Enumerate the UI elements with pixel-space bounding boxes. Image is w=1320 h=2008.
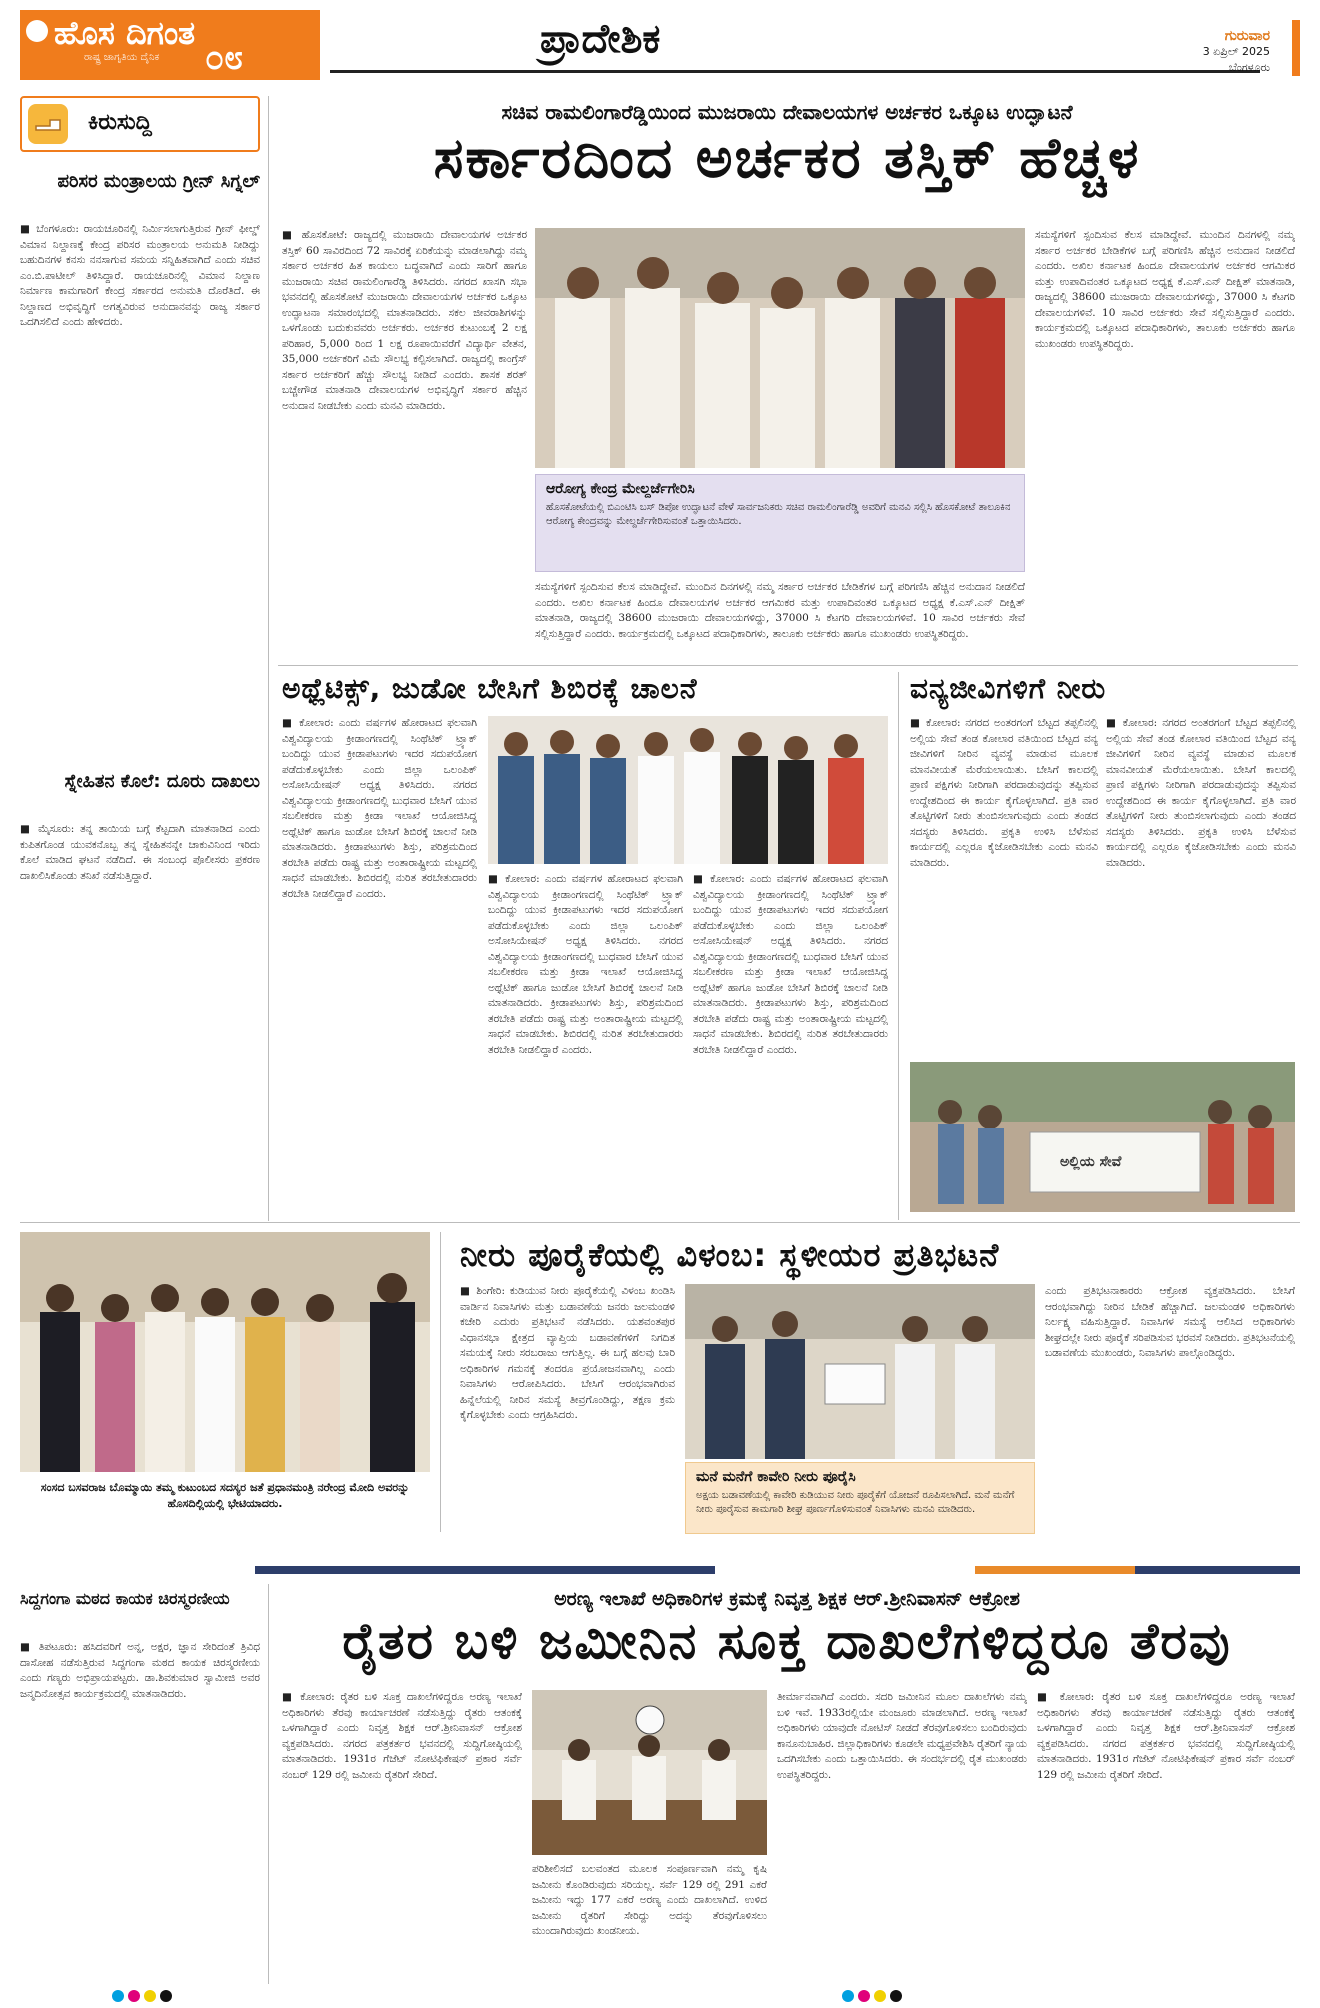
briefs-tag bbox=[20, 96, 260, 152]
column-divider bbox=[268, 1584, 269, 1984]
divider bbox=[278, 665, 1298, 666]
lead-photo bbox=[535, 228, 1025, 468]
divider bbox=[330, 70, 1260, 73]
water-headline: ನೀರು ಪೂರೈಕೆಯಲ್ಲಿ ವಿಳಂಬ: ಸ್ಥಳೀಯರ ಪ್ರತಿಭಟನೆ bbox=[460, 1236, 1000, 1274]
lead-body-right: ಸಮಸ್ಯೆಗಳಿಗೆ ಸ್ಪಂದಿಸುವ ಕೆಲಸ ಮಾಡಿದ್ದೇವೆ. ಮುಂದಿನ ದಿನಗಳಲ್ಲಿ ನಮ್ಮ ಸರ್ಕಾರ ಅರ್ಚಕರ ಬೇಡಿಕೆಗಳ ಬಗ್ಗೆ ಪರಿಗಣಿಸಿ ಹೆಚ್ಚಿನ ಅನುದಾನ ನೀಡಲಿದೆ ಎಂದರು. ಅಖಿಲ ಕರ್ನಾಟಕ ಹಿಂದೂ ದೇವಾಲಯಗಳ ಅರ್ಚಕರ ಆಗಮಿಕರ ಮತ್ತು ಉಪಾದಿವಂತರ ಒಕ್ಕೂಟದ ಅಧ್ಯಕ್ಷ ಕೆ.ಎಸ್.ಎನ್ ದೀಕ್ಷಿತ್ ಮಾತನಾಡಿ, ರಾಜ್ಯದಲ್ಲಿ 38600 ಮುಜರಾಯಿ ದೇವಾಲಯಗಳಿದ್ದು, 37000 ಸಿ ಕೆಟಗರಿ ದೇವಾಲಯಗಳಿವೆ. 10 ಸಾವಿರ ಅರ್ಚಕರು ಸೇವೆ ಸಲ್ಲಿಸುತ್ತಿದ್ದಾರೆ ಎಂದರು. ಕಾರ್ಯಕ್ರಮದಲ್ಲಿ ಒಕ್ಕೂಟದ ಪದಾಧಿಕಾರಿಗಳು, ತಾಲೂಕು ಅರ್ಚಕರು ಹಾಗೂ ಮುಖಂಡರು ಉಪಸ್ಥಿತರಿದ್ದರು. bbox=[1035, 229, 1295, 350]
caption-text: ಅಕ್ಷಯ ಬಡಾವಣೆಯಲ್ಲಿ ಕಾವೇರಿ ಕುಡಿಯುವ ನೀರು ಪೂರೈಕೆಗೆ ಯೋಜನೆ ರೂಪಿಸಲಾಗಿದೆ. ಮನೆ ಮನೆಗೆ ನೀರು ಪೂರೈಸುವ ಕಾಮಗಾರಿ ಶೀಘ್ರ ಪೂರ್ಣಗೊಳಿಸುವಂತೆ ನಿವಾಸಿಗಳು ಮನವಿ ಮಾಡಿದರು. bbox=[696, 1490, 1015, 1515]
caption-title: ಆರೋಗ್ಯ ಕೇಂದ್ರ ಮೇಲ್ದರ್ಜೆಗೇರಿಸಿ bbox=[546, 481, 695, 497]
brief-title-3: ಸಿದ್ದಗಂಗಾ ಮಠದ ಕಾಯಕ ಚಿರಸ್ಮರಣೀಯ bbox=[20, 1589, 230, 1608]
brief-title-1: ಪರಿಸರ ಮಂತ್ರಾಲಯ ಗ್ರೀನ್ ಸಿಗ್ನಲ್ bbox=[57, 171, 260, 192]
brief-body-2: ■ ಮೈಸೂರು: ತನ್ನ ತಾಯಿಯ ಬಗ್ಗೆ ಕೆಟ್ಟದಾಗಿ ಮಾತನಾಡಿದ ಎಂದು ಕುಪಿತಗೊಂಡ ಯುವಕನೊಬ್ಬ ತನ್ನ ಸ್ನೇಹಿತನನ್ನೇ ಚಾಕುವಿನಿಂದ ಇರಿದು ಕೊಲೆ ಮಾಡಿದ ಘಟನೆ ನಡೆದಿದೆ. ಈ ಸಂಬಂಧ ಪೊಲೀಸರು ಪ್ರಕರಣ ದಾಖಲಿಸಿಕೊಂಡು ತನಿಖೆ ನಡೆಸುತ್ತಿದ್ದಾರೆ. bbox=[20, 823, 260, 882]
farmers-body-left: ■ ಕೋಲಾರ: ರೈತರ ಬಳಿ ಸೂಕ್ತ ದಾಖಲೆಗಳಿದ್ದರೂ ಅರಣ್ಯ ಇಲಾಖೆ ಅಧಿಕಾರಿಗಳು ತೆರವು ಕಾರ್ಯಾಚರಣೆ ನಡೆಸುತ್ತಿದ್ದು ರೈತರು ಆತಂಕಕ್ಕೆ ಒಳಗಾಗಿದ್ದಾರೆ ಎಂದು ನಿವೃತ್ತ ಶಿಕ್ಷಕ ಆರ್.ಶ್ರೀನಿವಾಸನ್ ಆಕ್ರೋಶ ವ್ಯಕ್ತಪಡಿಸಿದರು. ನಗರದ ಪತ್ರಕರ್ತರ ಭವನದಲ್ಲಿ ಸುದ್ದಿಗೋಷ್ಠಿಯಲ್ಲಿ ಮಾತನಾಡಿದರು. 1931ರ ಗೆಜೆಟ್ ನೋಟಿಫಿಕೇಷನ್ ಪ್ರಕಾರ ಸರ್ವೆ ನಂಬರ್ 129 ರಲ್ಲಿ ಜಮೀನು ರೈತರಿಗೆ ಸೇರಿದೆ. bbox=[282, 1691, 522, 1781]
pm-meeting-caption: ಸಂಸದ ಬಸವರಾಜ ಬೊಮ್ಮಾಯಿ ತಮ್ಮ ಕುಟುಂಬದ ಸದಸ್ಯರ ಜತೆ ಪ್ರಧಾನಮಂತ್ರಿ ನರೇಂದ್ರ ಮೋದಿ ಅವರನ್ನು ಹೊಸದಿಲ್ಲಿಯಲ್ಲಿ ಭೇಟಿಯಾದರು. bbox=[40, 1481, 410, 1510]
registration-mark bbox=[160, 1990, 172, 2002]
page-number: ೦೮ bbox=[205, 38, 244, 78]
city-label: ಬೆಂಗಳೂರು bbox=[1228, 61, 1270, 74]
water-body-right: ಎಂದು ಪ್ರತಿಭಟನಾಕಾರರು ಆಕ್ರೋಶ ವ್ಯಕ್ತಪಡಿಸಿದರು. ಬೇಸಿಗೆ ಆರಂಭವಾಗಿದ್ದು ನೀರಿನ ಬೇಡಿಕೆ ಹೆಚ್ಚಾಗಿದೆ. ಜಲಮಂಡಳಿ ಅಧಿಕಾರಿಗಳು ನಿರ್ಲಕ್ಷ್ಯ ವಹಿಸುತ್ತಿದ್ದಾರೆ. ನಿವಾಸಿಗಳ ಸಮಸ್ಯೆ ಆಲಿಸಿದ ಅಧಿಕಾರಿಗಳು ಶೀಘ್ರದಲ್ಲೇ ನೀರು ಪೂರೈಕೆ ಸರಿಪಡಿಸುವ ಭರವಸೆ ನೀಡಿದರು. ಪ್ರತಿಭಟನೆಯಲ್ಲಿ ಬಡಾವಣೆಯ ಮುಖಂಡರು, ನಿವಾಸಿಗಳು ಪಾಲ್ಗೊಂಡಿದ್ದರು. bbox=[1045, 1285, 1295, 1359]
briefs-label: ಕಿರುಸುದ್ದಿ bbox=[88, 110, 152, 135]
emblem-icon bbox=[26, 20, 48, 42]
separator-bar bbox=[715, 1566, 975, 1574]
lead-caption-box bbox=[535, 474, 1025, 572]
column-divider bbox=[268, 96, 269, 1221]
athletics-photo bbox=[488, 716, 888, 864]
lead-body-left: ■ ಹೊಸಕೋಟೆ: ರಾಜ್ಯದಲ್ಲಿ ಮುಜರಾಯಿ ದೇವಾಲಯಗಳ ಅರ್ಚಕರ ತಸ್ತಿಕ್ 60 ಸಾವಿರದಿಂದ 72 ಸಾವಿರಕ್ಕೆ ಏರಿಕೆಯನ್ನು ಮಾಡಲಾಗಿದ್ದು ನಮ್ಮ ಸರ್ಕಾರ ಅರ್ಚಕರ ಹಿತ ಕಾಯಲು ಬದ್ಧವಾಗಿದೆ ಎಂದು ಸಾರಿಗೆ ಹಾಗೂ ಮುಜರಾಯಿ ಸಚಿವ ರಾಮಲಿಂಗಾರೆಡ್ಡಿ ತಿಳಿಸಿದರು. ನಗರದ ಖಾಸಗಿ ಸಭಾ ಭವನದಲ್ಲಿ ಹೊಸಕೋಟೆ ಮುಜರಾಯಿ ದೇವಾಲಯಗಳ ಅರ್ಚಕರ ಒಕ್ಕೂಟ ಉದ್ಘಾಟನಾ ಸಮಾರಂಭದಲ್ಲಿ ಮಾತನಾಡಿದರು. ಸಕಲ ಜೀವರಾಶಿಗಳನ್ನು ಒಳಗೊಂಡು ಬದುಕುವವರು ಅರ್ಚಕರು. ಅರ್ಚಕರ ಕುಟುಂಬಕ್ಕೆ 2 ಲಕ್ಷ ಪರಿಹಾರ, 5,000 ರಿಂದ 1 ಲಕ್ಷ ರೂಪಾಯಿವರೆಗೆ ವಿದ್ಯಾರ್ಥಿ ವೇತನ, 35,000 ಅರ್ಚಕರಿಗೆ ವಿಮೆ ಸೌಲಭ್ಯ ಕಲ್ಪಿಸಲಾಗಿದೆ. ರಾಜ್ಯದಲ್ಲಿ ಕಾಂಗ್ರೆಸ್ ಸರ್ಕಾರ ಅರ್ಚಕರಿಗೆ ಹೆಚ್ಚು ಸೌಲಭ್ಯ ನೀಡಿದೆ ಎಂದರು. ಶಾಸಕ ಶರತ್ ಬಚ್ಚೇಗೌಡ ಮಾತನಾಡಿ ದೇವಾಲಯಗಳ ಅಭಿವೃದ್ಧಿಗೆ ಸರ್ಕಾರ ಹೆಚ್ಚಿನ ಅನುದಾನ ನೀಡಬೇಕು ಎಂದು ಮನವಿ ಮಾಡಿದರು. bbox=[282, 229, 527, 412]
paper-tagline: ರಾಷ್ಟ್ರ ಜಾಗೃತಿಯ ದೈನಿಕ bbox=[84, 52, 160, 63]
registration-mark bbox=[890, 1990, 902, 2002]
separator-bar bbox=[1135, 1566, 1300, 1574]
registration-mark bbox=[144, 1990, 156, 2002]
athletics-body-right: ■ ಕೋಲಾರ: ಎಂದು ವರ್ಷಗಳ ಹೋರಾಟದ ಫಲವಾಗಿ ವಿಶ್ವವಿದ್ಯಾಲಯ ಕ್ರೀಡಾಂಗಣದಲ್ಲಿ ಸಿಂಥೆಟಿಕ್ ಟ್ರ್ಯಾಕ್ ಬಂದಿದ್ದು ಯುವ ಕ್ರೀಡಾಪಟುಗಳು ಇದರ ಸದುಪಯೋಗ ಪಡೆದುಕೊಳ್ಳಬೇಕು ಎಂದು ಜಿಲ್ಲಾ ಒಲಂಪಿಕ್ ಅಸೋಸಿಯೇಷನ್ ಅಧ್ಯಕ್ಷ ತಿಳಿಸಿದರು. ನಗರದ ವಿಶ್ವವಿದ್ಯಾಲಯ ಕ್ರೀಡಾಂಗಣದಲ್ಲಿ ಬುಧವಾರ ಬೇಸಿಗೆ ಯುವ ಸಬಲೀಕರಣ ಮತ್ತು ಕ್ರೀಡಾ ಇಲಾಖೆ ಆಯೋಜಿಸಿದ್ದ ಅಥ್ಲೆಟಿಕ್ ಹಾಗೂ ಜುಡೋ ಬೇಸಿಗೆ ಶಿಬಿರಕ್ಕೆ ಚಾಲನೆ ನೀಡಿ ಮಾತನಾಡಿದರು. ಕ್ರೀಡಾಪಟುಗಳು ಶಿಸ್ತು, ಪರಿಶ್ರಮದಿಂದ ತರಬೇತಿ ಪಡೆದು ರಾಷ್ಟ್ರ ಮತ್ತು ಅಂತಾರಾಷ್ಟ್ರೀಯ ಮಟ್ಟದಲ್ಲಿ ಸಾಧನೆ ಮಾಡಬೇಕು. ಶಿಬಿರದಲ್ಲಿ ನುರಿತ ತರಬೇತುದಾರರು ತರಬೇತಿ ನೀಡಲಿದ್ದಾರೆ ಎಂದರು. bbox=[693, 873, 888, 1056]
farmers-kicker: ಅರಣ್ಯ ಇಲಾಖೆ ಅಧಿಕಾರಿಗಳ ಕ್ರಮಕ್ಕೆ ನಿವೃತ್ತ ಶಿಕ್ಷಕ ಆರ್.ಶ್ರೀನಿವಾಸನ್ ಆಕ್ರೋಶ bbox=[554, 1588, 1020, 1610]
wildlife-banner: ಅಲ್ಲಿಯ ಸೇವೆ bbox=[1060, 1154, 1122, 1170]
farmers-headline: ರೈತರ ಬಳಿ ಜಮೀನಿನ ಸೂಕ್ತ ದಾಖಲೆಗಳಿದ್ದರೂ ತೆರವು bbox=[342, 1612, 1232, 1670]
separator-bar bbox=[975, 1566, 1135, 1574]
lead-headline: ಸರ್ಕಾರದಿಂದ ಅರ್ಚಕರ ತಸ್ತಿಕ್ ಹೆಚ್ಚಳ bbox=[433, 126, 1141, 191]
pm-meeting-photo bbox=[20, 1232, 430, 1472]
wildlife-body-right: ■ ಕೋಲಾರ: ನಗರದ ಅಂತರಗಂಗೆ ಬೆಟ್ಟದ ತಪ್ಪಲಿನಲ್ಲಿ ಅಲ್ಲಿಯ ಸೇವೆ ತಂಡ ಕೋಲಾರ ವತಿಯಿಂದ ಬೆಟ್ಟದ ವನ್ಯ ಜೀವಿಗಳಿಗೆ ನೀರಿನ ವ್ಯವಸ್ಥೆ ಮಾಡುವ ಮೂಲಕ ಮಾನವೀಯತೆ ಮೆರೆಯಲಾಯಿತು. ಬೇಸಿಗೆ ಕಾಲದಲ್ಲಿ ಪ್ರಾಣಿ ಪಕ್ಷಿಗಳು ನೀರಿಗಾಗಿ ಪರದಾಡುವುದನ್ನು ತಪ್ಪಿಸುವ ಉದ್ದೇಶದಿಂದ ಈ ಕಾರ್ಯ ಕೈಗೊಳ್ಳಲಾಗಿದೆ. ಪ್ರತಿ ವಾರ ತೊಟ್ಟಿಗಳಿಗೆ ನೀರು ತುಂಬಿಸಲಾಗುವುದು ಎಂದು ತಂಡದ ಸದಸ್ಯರು ತಿಳಿಸಿದರು. ಪ್ರಕೃತಿ ಉಳಿಸಿ ಬೆಳೆಸುವ ಕಾರ್ಯದಲ್ಲಿ ಎಲ್ಲರೂ ಕೈಜೋಡಿಸಬೇಕು ಎಂದು ಮನವಿ ಮಾಡಿದರು. bbox=[1106, 717, 1296, 869]
farmers-body-right: ತೀರ್ಮಾನವಾಗಿದೆ ಎಂದರು. ಸದರಿ ಜಮೀನಿನ ಮೂಲ ದಾಖಲೆಗಳು ನಮ್ಮ ಬಳಿ ಇವೆ. 1933ರಲ್ಲಿಯೇ ಮಂಜೂರು ಮಾಡಲಾಗಿದೆ. ಅರಣ್ಯ ಇಲಾಖೆ ಅಧಿಕಾರಿಗಳು ಯಾವುದೇ ನೋಟಿಸ್ ನೀಡದೆ ತೆರವುಗೊಳಿಸಲು ಬಂದಿರುವುದು ಕಾನೂನುಬಾಹಿರ. ಜಿಲ್ಲಾಧಿಕಾರಿಗಳು ಕೂಡಲೇ ಮಧ್ಯಪ್ರವೇಶಿಸಿ ರೈತರಿಗೆ ನ್ಯಾಯ ಒದಗಿಸಬೇಕು ಎಂದು ಒತ್ತಾಯಿಸಿದರು. ಈ ಸಂದರ್ಭದಲ್ಲಿ ರೈತ ಮುಖಂಡರು ಉಪಸ್ಥಿತರಿದ್ದರು. bbox=[777, 1691, 1027, 1781]
registration-mark bbox=[128, 1990, 140, 2002]
brief-body-1: ■ ಬೆಂಗಳೂರು: ರಾಯಚೂರಿನಲ್ಲಿ ನಿರ್ಮಿಸಲಾಗುತ್ತಿರುವ ಗ್ರೀನ್ ಫೀಲ್ಡ್ ವಿಮಾನ ನಿಲ್ದಾಣಕ್ಕೆ ಕೇಂದ್ರ ಪರಿಸರ ಮಂತ್ರಾಲಯ ಅನುಮತಿ ನೀಡಿದ್ದು ಬಹುದಿನಗಳ ಕನಸು ನನಸಾಗುವ ಸಮಯ ಸನ್ನಿಹಿತವಾಗಿದೆ ಎಂದು ಸಚಿವ ಎಂ.ಬಿ.ಪಾಟೀಲ್ ತಿಳಿಸಿದ್ದಾರೆ. ರಾಯಚೂರಿನಲ್ಲಿ ವಿಮಾನ ನಿಲ್ದಾಣ ನಿರ್ಮಾಣ ಕಾಮಗಾರಿಗೆ ಕೇಂದ್ರ ಸರ್ಕಾರದ ಅನುಮತಿ ದೊರೆತಿದೆ. ಈ ನಿಲ್ದಾಣದ ಅಭಿವೃದ್ಧಿಗೆ ಅಗತ್ಯವಿರುವ ಅನುದಾನವನ್ನು ರಾಜ್ಯ ಸರ್ಕಾರ ಒದಗಿಸಲಿದೆ ಎಂದು ಹೇಳಿದರು. bbox=[20, 223, 260, 328]
water-body-left: ■ ಶಿಂಗೇರಿ: ಕುಡಿಯುವ ನೀರು ಪೂರೈಕೆಯಲ್ಲಿ ವಿಳಂಬ ಖಂಡಿಸಿ ವಾರ್ಡಿನ ನಿವಾಸಿಗಳು ಮತ್ತು ಬಡಾವಣೆಯ ಜನರು ಜಲಮಂಡಳಿ ಕಚೇರಿ ಎದುರು ಪ್ರತಿಭಟನೆ ನಡೆಸಿದರು. ಯಶವಂತಪುರ ವಿಧಾನಸಭಾ ಕ್ಷೇತ್ರದ ವ್ಯಾಪ್ತಿಯ ಬಡಾವಣೆಗಳಿಗೆ ನಿಗದಿತ ಸಮಯಕ್ಕೆ ನೀರು ಸರಬರಾಜು ಆಗುತ್ತಿಲ್ಲ. ಈ ಬಗ್ಗೆ ಹಲವು ಬಾರಿ ಅಧಿಕಾರಿಗಳ ಗಮನಕ್ಕೆ ತಂದರೂ ಪ್ರಯೋಜನವಾಗಿಲ್ಲ ಎಂದು ನಿವಾಸಿಗಳು ಆರೋಪಿಸಿದರು. ಬೇಸಿಗೆ ಆರಂಭವಾಗಿರುವ ಹಿನ್ನೆಲೆಯಲ್ಲಿ ನೀರಿನ ಸಮಸ್ಯೆ ತೀವ್ರಗೊಂಡಿದ್ದು, ತಕ್ಷಣ ಕ್ರಮ ಕೈಗೊಳ್ಳಬೇಕು ಎಂದು ಆಗ್ರಹಿಸಿದರು. bbox=[460, 1285, 675, 1421]
pointing-hand-icon bbox=[28, 104, 68, 144]
wildlife-headline: ವನ್ಯಜೀವಿಗಳಿಗೆ ನೀರು bbox=[910, 672, 1107, 705]
lead-kicker: ಸಚಿವ ರಾಮಲಿಂಗಾರೆಡ್ಡಿಯಿಂದ ಮುಜರಾಯಿ ದೇವಾಲಯಗಳ ಅರ್ಚಕರ ಒಕ್ಕೂಟ ಉದ್ಘಾಟನೆ bbox=[501, 100, 1073, 124]
registration-mark bbox=[842, 1990, 854, 2002]
date-label: 3 ಏಪ್ರಿಲ್ 2025 bbox=[1202, 45, 1270, 58]
separator-bar bbox=[255, 1566, 715, 1574]
registration-mark bbox=[858, 1990, 870, 2002]
water-caption-box bbox=[685, 1462, 1035, 1534]
farmers-body-far-right: ■ ಕೋಲಾರ: ರೈತರ ಬಳಿ ಸೂಕ್ತ ದಾಖಲೆಗಳಿದ್ದರೂ ಅರಣ್ಯ ಇಲಾಖೆ ಅಧಿಕಾರಿಗಳು ತೆರವು ಕಾರ್ಯಾಚರಣೆ ನಡೆಸುತ್ತಿದ್ದು ರೈತರು ಆತಂಕಕ್ಕೆ ಒಳಗಾಗಿದ್ದಾರೆ ಎಂದು ನಿವೃತ್ತ ಶಿಕ್ಷಕ ಆರ್.ಶ್ರೀನಿವಾಸನ್ ಆಕ್ರೋಶ ವ್ಯಕ್ತಪಡಿಸಿದರು. ನಗರದ ಪತ್ರಕರ್ತರ ಭವನದಲ್ಲಿ ಸುದ್ದಿಗೋಷ್ಠಿಯಲ್ಲಿ ಮಾತನಾಡಿದರು. 1931ರ ಗೆಜೆಟ್ ನೋಟಿಫಿಕೇಷನ್ ಪ್ರಕಾರ ಸರ್ವೆ ನಂಬರ್ 129 ರಲ್ಲಿ ಜಮೀನು ರೈತರಿಗೆ ಸೇರಿದೆ. bbox=[1037, 1691, 1295, 1781]
lead-body-continued: ಸಮಸ್ಯೆಗಳಿಗೆ ಸ್ಪಂದಿಸುವ ಕೆಲಸ ಮಾಡಿದ್ದೇವೆ. ಮುಂದಿನ ದಿನಗಳಲ್ಲಿ ನಮ್ಮ ಸರ್ಕಾರ ಅರ್ಚಕರ ಬೇಡಿಕೆಗಳ ಬಗ್ಗೆ ಪರಿಗಣಿಸಿ ಹೆಚ್ಚಿನ ಅನುದಾನ ನೀಡಲಿದೆ ಎಂದರು. ಅಖಿಲ ಕರ್ನಾಟಕ ಹಿಂದೂ ದೇವಾಲಯಗಳ ಅರ್ಚಕರ ಆಗಮಿಕರ ಮತ್ತು ಉಪಾದಿವಂತರ ಒಕ್ಕೂಟದ ಅಧ್ಯಕ್ಷ ಕೆ.ಎಸ್.ಎನ್ ದೀಕ್ಷಿತ್ ಮಾತನಾಡಿ, ರಾಜ್ಯದಲ್ಲಿ 38600 ಮುಜರಾಯಿ ದೇವಾಲಯಗಳಿದ್ದು, 37000 ಸಿ ಕೆಟಗರಿ ದೇವಾಲಯಗಳಿವೆ. 10 ಸಾವಿರ ಅರ್ಚಕರು ಸೇವೆ ಸಲ್ಲಿಸುತ್ತಿದ್ದಾರೆ ಎಂದರು. ಕಾರ್ಯಕ್ರಮದಲ್ಲಿ ಒಕ್ಕೂಟದ ಪದಾಧಿಕಾರಿಗಳು, ತಾಲೂಕು ಅರ್ಚಕರು ಹಾಗೂ ಮುಖಂಡರು ಉಪಸ್ಥಿತರಿದ್ದರು. bbox=[535, 581, 1025, 640]
masthead bbox=[20, 10, 1300, 82]
wildlife-photo bbox=[910, 1062, 1295, 1212]
athletics-headline: ಅಥ್ಲೆಟಿಕ್ಸ್, ಜುಡೋ ಬೇಸಿಗೆ ಶಿಬಿರಕ್ಕೆ ಚಾಲನೆ bbox=[282, 672, 698, 705]
brief-body-3: ■ ತಿಪಟೂರು: ಹಸಿದವರಿಗೆ ಅನ್ನ, ಅಕ್ಷರ, ಜ್ಞಾನ ಸೇರಿದಂತೆ ತ್ರಿವಿಧ ದಾಸೋಹ ನಡೆಸುತ್ತಿರುವ ಸಿದ್ದಗಂಗಾ ಮಠದ ಕಾಯಕ ಚಿರಸ್ಮರಣೀಯ ಎಂದು ಗಣ್ಯರು ಅಭಿಪ್ರಾಯಪಟ್ಟರು. ಡಾ.ಶಿವಕುಮಾರ ಸ್ವಾಮೀಜಿ ಅವರ ಜನ್ಮದಿನೋತ್ಸವ ಕಾರ್ಯಕ್ರಮದಲ್ಲಿ ಮಾತನಾಡಿದರು. bbox=[20, 1641, 260, 1700]
caption-text: ಹೊಸಕೋಟೆಯಲ್ಲಿ ಬಿಎಂಟಿಸಿ ಬಸ್ ಡಿಪೋ ಉದ್ಘಾಟನೆ ವೇಳೆ ಸಾರ್ವಜನಿಕರು ಸಚಿವ ರಾಮಲಿಂಗಾರೆಡ್ಡಿ ಅವರಿಗೆ ಮನವಿ ಸಲ್ಲಿಸಿ ಹೊಸಕೋಟೆ ತಾಲೂಕಿನ ಆರೋಗ್ಯ ಕೇಂದ್ರವನ್ನು ಮೇಲ್ದರ್ಜೆಗೇರಿಸುವಂತೆ ಒತ್ತಾಯಿಸಿದರು. bbox=[546, 502, 1011, 527]
section-title: ಪ್ರಾದೇಶಿಕ bbox=[540, 16, 661, 62]
paper-logo[interactable] bbox=[20, 10, 320, 80]
column-divider bbox=[440, 1232, 441, 1532]
farmers-photo bbox=[532, 1690, 767, 1855]
farmers-body-mid: ಪರಿಶೀಲಿಸದೆ ಬಲವಂತದ ಮೂಲಕ ಸಂಪೂರ್ಣವಾಗಿ ನಮ್ಮ ಕೃಷಿ ಜಮೀನು ಕೊಂಡಿರುವುದು ಸರಿಯಲ್ಲ. ಸರ್ವೆ 129 ರಲ್ಲಿ 291 ಎಕರೆ ಜಮೀನು ಇದ್ದು 177 ಎಕರೆ ಅರಣ್ಯ ಎಂದು ದಾಖಲಾಗಿದೆ. ಉಳಿದ ಜಮೀನು ರೈತರಿಗೆ ಸೇರಿದ್ದು ಅದನ್ನು ತೆರವುಗೊಳಿಸಲು ಮುಂದಾಗಿರುವುದು ಖಂಡನೀಯ. bbox=[532, 1863, 767, 1937]
registration-mark bbox=[112, 1990, 124, 2002]
athletics-body-mid: ■ ಕೋಲಾರ: ಎಂದು ವರ್ಷಗಳ ಹೋರಾಟದ ಫಲವಾಗಿ ವಿಶ್ವವಿದ್ಯಾಲಯ ಕ್ರೀಡಾಂಗಣದಲ್ಲಿ ಸಿಂಥೆಟಿಕ್ ಟ್ರ್ಯಾಕ್ ಬಂದಿದ್ದು ಯುವ ಕ್ರೀಡಾಪಟುಗಳು ಇದರ ಸದುಪಯೋಗ ಪಡೆದುಕೊಳ್ಳಬೇಕು ಎಂದು ಜಿಲ್ಲಾ ಒಲಂಪಿಕ್ ಅಸೋಸಿಯೇಷನ್ ಅಧ್ಯಕ್ಷ ತಿಳಿಸಿದರು. ನಗರದ ವಿಶ್ವವಿದ್ಯಾಲಯ ಕ್ರೀಡಾಂಗಣದಲ್ಲಿ ಬುಧವಾರ ಬೇಸಿಗೆ ಯುವ ಸಬಲೀಕರಣ ಮತ್ತು ಕ್ರೀಡಾ ಇಲಾಖೆ ಆಯೋಜಿಸಿದ್ದ ಅಥ್ಲೆಟಿಕ್ ಹಾಗೂ ಜುಡೋ ಬೇಸಿಗೆ ಶಿಬಿರಕ್ಕೆ ಚಾಲನೆ ನೀಡಿ ಮಾತನಾಡಿದರು. ಕ್ರೀಡಾಪಟುಗಳು ಶಿಸ್ತು, ಪರಿಶ್ರಮದಿಂದ ತರಬೇತಿ ಪಡೆದು ರಾಷ್ಟ್ರ ಮತ್ತು ಅಂತಾರಾಷ್ಟ್ರೀಯ ಮಟ್ಟದಲ್ಲಿ ಸಾಧನೆ ಮಾಡಬೇಕು. ಶಿಬಿರದಲ್ಲಿ ನುರಿತ ತರಬೇತುದಾರರು ತರಬೇತಿ ನೀಡಲಿದ್ದಾರೆ ಎಂದರು. bbox=[488, 873, 683, 1056]
registration-mark bbox=[874, 1990, 886, 2002]
divider bbox=[20, 1222, 1300, 1223]
dateline bbox=[1203, 28, 1270, 76]
paper-name: ಹೊಸ ದಿಗಂತ bbox=[54, 14, 196, 52]
brief-title-2: ಸ್ನೇಹಿತನ ಕೊಲೆ: ದೂರು ದಾಖಲು bbox=[64, 771, 260, 792]
accent-bar bbox=[1292, 20, 1300, 76]
water-photo bbox=[685, 1284, 1035, 1459]
athletics-body-left: ■ ಕೋಲಾರ: ಎಂದು ವರ್ಷಗಳ ಹೋರಾಟದ ಫಲವಾಗಿ ವಿಶ್ವವಿದ್ಯಾಲಯ ಕ್ರೀಡಾಂಗಣದಲ್ಲಿ ಸಿಂಥೆಟಿಕ್ ಟ್ರ್ಯಾಕ್ ಬಂದಿದ್ದು ಯುವ ಕ್ರೀಡಾಪಟುಗಳು ಇದರ ಸದುಪಯೋಗ ಪಡೆದುಕೊಳ್ಳಬೇಕು ಎಂದು ಜಿಲ್ಲಾ ಒಲಂಪಿಕ್ ಅಸೋಸಿಯೇಷನ್ ಅಧ್ಯಕ್ಷ ತಿಳಿಸಿದರು. ನಗರದ ವಿಶ್ವವಿದ್ಯಾಲಯ ಕ್ರೀಡಾಂಗಣದಲ್ಲಿ ಬುಧವಾರ ಬೇಸಿಗೆ ಯುವ ಸಬಲೀಕರಣ ಮತ್ತು ಕ್ರೀಡಾ ಇಲಾಖೆ ಆಯೋಜಿಸಿದ್ದ ಅಥ್ಲೆಟಿಕ್ ಹಾಗೂ ಜುಡೋ ಬೇಸಿಗೆ ಶಿಬಿರಕ್ಕೆ ಚಾಲನೆ ನೀಡಿ ಮಾತನಾಡಿದರು. ಕ್ರೀಡಾಪಟುಗಳು ಶಿಸ್ತು, ಪರಿಶ್ರಮದಿಂದ ತರಬೇತಿ ಪಡೆದು ರಾಷ್ಟ್ರ ಮತ್ತು ಅಂತಾರಾಷ್ಟ್ರೀಯ ಮಟ್ಟದಲ್ಲಿ ಸಾಧನೆ ಮಾಡಬೇಕು. ಶಿಬಿರದಲ್ಲಿ ನುರಿತ ತರಬೇತುದಾರರು ತರಬೇತಿ ನೀಡಲಿದ್ದಾರೆ ಎಂದರು. bbox=[282, 717, 477, 900]
caption-title: ಮನೆ ಮನೆಗೆ ಕಾವೇರಿ ನೀರು ಪೂರೈಸಿ bbox=[696, 1469, 856, 1485]
day-label: ಗುರುವಾರ bbox=[1224, 28, 1270, 44]
column-divider bbox=[898, 672, 899, 1220]
wildlife-body-left: ■ ಕೋಲಾರ: ನಗರದ ಅಂತರಗಂಗೆ ಬೆಟ್ಟದ ತಪ್ಪಲಿನಲ್ಲಿ ಅಲ್ಲಿಯ ಸೇವೆ ತಂಡ ಕೋಲಾರ ವತಿಯಿಂದ ಬೆಟ್ಟದ ವನ್ಯ ಜೀವಿಗಳಿಗೆ ನೀರಿನ ವ್ಯವಸ್ಥೆ ಮಾಡುವ ಮೂಲಕ ಮಾನವೀಯತೆ ಮೆರೆಯಲಾಯಿತು. ಬೇಸಿಗೆ ಕಾಲದಲ್ಲಿ ಪ್ರಾಣಿ ಪಕ್ಷಿಗಳು ನೀರಿಗಾಗಿ ಪರದಾಡುವುದನ್ನು ತಪ್ಪಿಸುವ ಉದ್ದೇಶದಿಂದ ಈ ಕಾರ್ಯ ಕೈಗೊಳ್ಳಲಾಗಿದೆ. ಪ್ರತಿ ವಾರ ತೊಟ್ಟಿಗಳಿಗೆ ನೀರು ತುಂಬಿಸಲಾಗುವುದು ಎಂದು ತಂಡದ ಸದಸ್ಯರು ತಿಳಿಸಿದರು. ಪ್ರಕೃತಿ ಉಳಿಸಿ ಬೆಳೆಸುವ ಕಾರ್ಯದಲ್ಲಿ ಎಲ್ಲರೂ ಕೈಜೋಡಿಸಬೇಕು ಎಂದು ಮನವಿ ಮಾಡಿದರು. bbox=[910, 717, 1098, 869]
